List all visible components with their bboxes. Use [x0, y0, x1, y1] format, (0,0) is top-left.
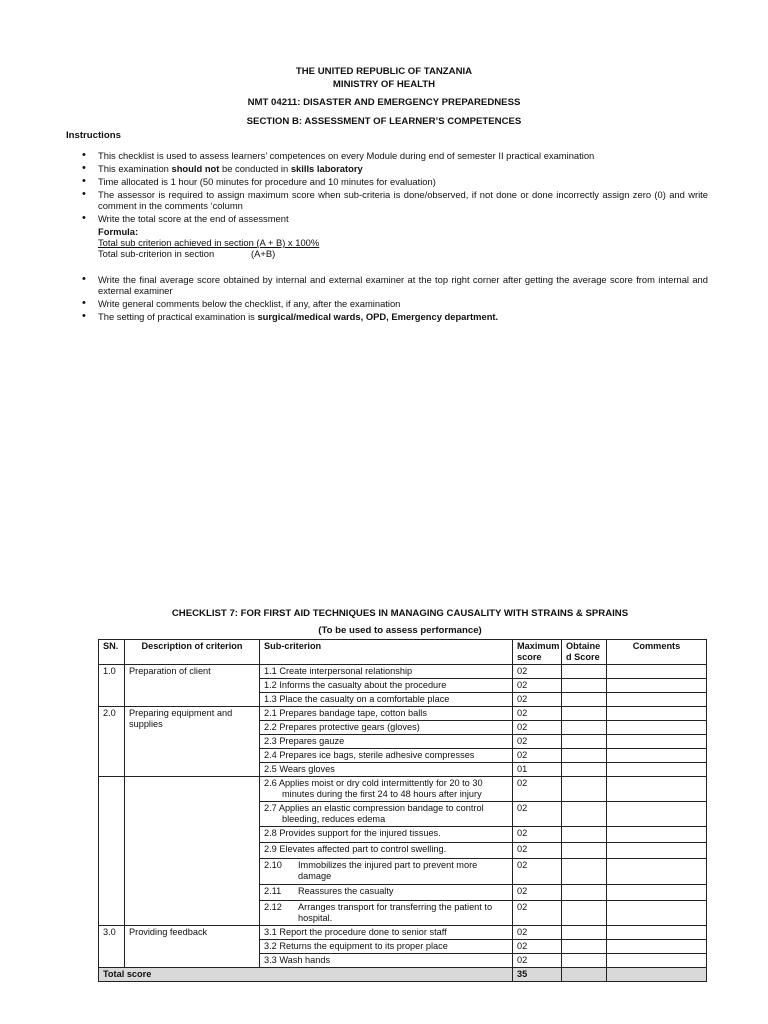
- max-score-cell: 02: [513, 884, 562, 900]
- course-title: NMT 04211: DISASTER AND EMERGENCY PREPAREDNESS: [247, 97, 521, 108]
- instruction-item: • This examination should not be conducted in skills laboratory: [64, 163, 708, 174]
- subcriterion-cell: 3.2 Returns the equipment to its proper place: [260, 939, 513, 953]
- max-score-cell: 02: [513, 900, 562, 925]
- comments-cell[interactable]: [607, 939, 707, 953]
- column-header-maximum-score: Maximum score: [513, 640, 562, 665]
- instructions-heading: Instructions: [66, 130, 121, 141]
- column-header-sn: SN.: [99, 640, 125, 665]
- comments-cell[interactable]: [607, 679, 707, 693]
- obtained-score-cell[interactable]: [562, 749, 607, 763]
- column-header-subcriterion: Sub-criterion: [260, 640, 513, 665]
- section-number: 3.0: [99, 925, 125, 967]
- max-score-cell: 02: [513, 735, 562, 749]
- checklist-subtitle: (To be used to assess performance): [318, 625, 482, 636]
- total-score-row: [99, 967, 707, 981]
- instruction-item: • Write the final average score obtained by internal and external examiner at the top right corner after getting the average score from internal and external examiner: [64, 274, 708, 297]
- column-header-obtained-score: Obtaine d Score: [562, 640, 607, 665]
- subcriterion-cell: 3.3 Wash hands: [260, 953, 513, 967]
- checklist-table: [98, 639, 707, 982]
- obtained-score-cell[interactable]: [562, 843, 607, 859]
- obtained-score-cell[interactable]: [562, 777, 607, 802]
- obtained-score-cell[interactable]: [562, 884, 607, 900]
- max-score-cell: 02: [513, 665, 562, 679]
- formula-denominator: Total sub-criterion in section (A+B): [98, 248, 276, 260]
- obtained-score-cell[interactable]: [562, 939, 607, 953]
- comments-cell[interactable]: [607, 884, 707, 900]
- checklist-title: CHECKLIST 7: FOR FIRST AID TECHNIQUES IN MANAGING CAUSALITY WITH STRAINS & SPRAINS: [171, 608, 629, 619]
- comments-cell[interactable]: [607, 859, 707, 884]
- subcriterion-cell: 2.10 Immobilizes the injured part to prevent more damage: [260, 859, 513, 884]
- column-header-description: Description of criterion: [125, 640, 260, 665]
- max-score-cell: 01: [513, 763, 562, 777]
- country-title: THE UNITED REPUBLIC OF TANZANIA: [295, 66, 473, 77]
- table-row: [99, 707, 707, 721]
- section-description: Providing feedback: [125, 925, 260, 967]
- max-score-cell: 02: [513, 802, 562, 827]
- total-obtained-score-cell[interactable]: [562, 967, 607, 981]
- comments-cell[interactable]: [607, 953, 707, 967]
- obtained-score-cell[interactable]: [562, 802, 607, 827]
- comments-cell[interactable]: [607, 763, 707, 777]
- comments-cell[interactable]: [607, 707, 707, 721]
- subcriterion-cell: 2.1 Prepares bandage tape, cotton balls: [260, 707, 513, 721]
- obtained-score-cell[interactable]: [562, 735, 607, 749]
- comments-cell[interactable]: [607, 665, 707, 679]
- obtained-score-cell[interactable]: [562, 707, 607, 721]
- total-score-label: Total score: [99, 967, 513, 981]
- max-score-cell: 02: [513, 707, 562, 721]
- max-score-cell: 02: [513, 693, 562, 707]
- comments-cell[interactable]: [607, 827, 707, 843]
- comments-cell[interactable]: [607, 900, 707, 925]
- formula-title: Formula:: [98, 225, 139, 237]
- table-row: [99, 777, 707, 802]
- instruction-item: • The setting of practical examination is surgical/medical wards, OPD, Emergency department.: [64, 311, 708, 322]
- comments-cell[interactable]: [607, 721, 707, 735]
- max-score-cell: 02: [513, 953, 562, 967]
- comments-cell[interactable]: [607, 777, 707, 802]
- obtained-score-cell[interactable]: [562, 679, 607, 693]
- comments-cell[interactable]: [607, 735, 707, 749]
- subcriterion-cell: 1.3 Place the casualty on a comfortable place: [260, 693, 513, 707]
- subcriterion-cell: 2.9 Elevates affected part to control swelling.: [260, 843, 513, 859]
- max-score-cell: 02: [513, 721, 562, 735]
- max-score-cell: 02: [513, 749, 562, 763]
- comments-cell[interactable]: [607, 749, 707, 763]
- section-description-empty: [125, 777, 260, 925]
- obtained-score-cell[interactable]: [562, 693, 607, 707]
- table-row: [99, 665, 707, 679]
- instruction-item: • Write the total score at the end of assessment: [64, 213, 708, 224]
- obtained-score-cell[interactable]: [562, 859, 607, 884]
- subcriterion-cell: 2.12 Arranges transport for transferring the patient to hospital.: [260, 900, 513, 925]
- subcriterion-cell: 2.6 Applies moist or dry cold intermittently for 20 to 30 minutes during the first 24 to 48 hours after injury: [260, 777, 513, 802]
- section-description: Preparing equipment and supplies: [125, 707, 260, 777]
- max-score-cell: 02: [513, 843, 562, 859]
- max-score-cell: 02: [513, 939, 562, 953]
- subcriterion-cell: 2.2 Prepares protective gears (gloves): [260, 721, 513, 735]
- obtained-score-cell[interactable]: [562, 925, 607, 939]
- max-score-cell: 02: [513, 679, 562, 693]
- max-score-cell: 02: [513, 777, 562, 802]
- section-number: 1.0: [99, 665, 125, 707]
- section-number: 2.0: [99, 707, 125, 777]
- instruction-item: • Time allocated is 1 hour (50 minutes for procedure and 10 minutes for evaluation): [64, 176, 708, 187]
- obtained-score-cell[interactable]: [562, 953, 607, 967]
- section-description: Preparation of client: [125, 665, 260, 707]
- total-comments-cell[interactable]: [607, 967, 707, 981]
- instruction-item: • This checklist is used to assess learners’ competences on every Module during end of semester II practical examination: [64, 150, 708, 161]
- obtained-score-cell[interactable]: [562, 827, 607, 843]
- obtained-score-cell[interactable]: [562, 763, 607, 777]
- obtained-score-cell[interactable]: [562, 665, 607, 679]
- subcriterion-cell: 2.7 Applies an elastic compression bandage to control bleeding, reduces edema: [260, 802, 513, 827]
- max-score-cell: 02: [513, 827, 562, 843]
- comments-cell[interactable]: [607, 693, 707, 707]
- subcriterion-cell: 2.3 Prepares gauze: [260, 735, 513, 749]
- instruction-item: • The assessor is required to assign maximum score when sub-criteria is done/observed, if not done or done incorrectly assign zero (0) and write comment in the comments ‘column: [64, 189, 708, 212]
- comments-cell[interactable]: [607, 802, 707, 827]
- formula-numerator: Total sub criterion achieved in section (A + B) x 100%: [98, 236, 320, 248]
- max-score-cell: 02: [513, 859, 562, 884]
- subcriterion-cell: 1.2 Informs the casualty about the procedure: [260, 679, 513, 693]
- total-score-value: 35: [513, 967, 562, 981]
- comments-cell[interactable]: [607, 843, 707, 859]
- max-score-cell: 02: [513, 925, 562, 939]
- section-number-empty: [99, 777, 125, 925]
- subcriterion-cell: 2.8 Provides support for the injured tissues.: [260, 827, 513, 843]
- instructions-list: [64, 150, 708, 323]
- ministry-title: MINISTRY OF HEALTH: [332, 79, 436, 90]
- subcriterion-cell: 2.4 Prepares ice bags, sterile adhesive compresses: [260, 749, 513, 763]
- comments-cell[interactable]: [607, 925, 707, 939]
- table-row: [99, 925, 707, 939]
- instruction-item: • Write general comments below the checklist, if any, after the examination: [64, 298, 708, 309]
- section-title: SECTION B: ASSESSMENT OF LEARNER’S COMPETENCES: [246, 116, 522, 127]
- subcriterion-cell: 2.11 Reassures the casualty: [260, 884, 513, 900]
- subcriterion-cell: 3.1 Report the procedure done to senior staff: [260, 925, 513, 939]
- column-header-comments: Comments: [607, 640, 707, 665]
- obtained-score-cell[interactable]: [562, 721, 607, 735]
- score-formula: [64, 226, 708, 260]
- obtained-score-cell[interactable]: [562, 900, 607, 925]
- subcriterion-cell: 2.5 Wears gloves: [260, 763, 513, 777]
- table-header-row: [99, 640, 707, 665]
- subcriterion-cell: 1.1 Create interpersonal relationship: [260, 665, 513, 679]
